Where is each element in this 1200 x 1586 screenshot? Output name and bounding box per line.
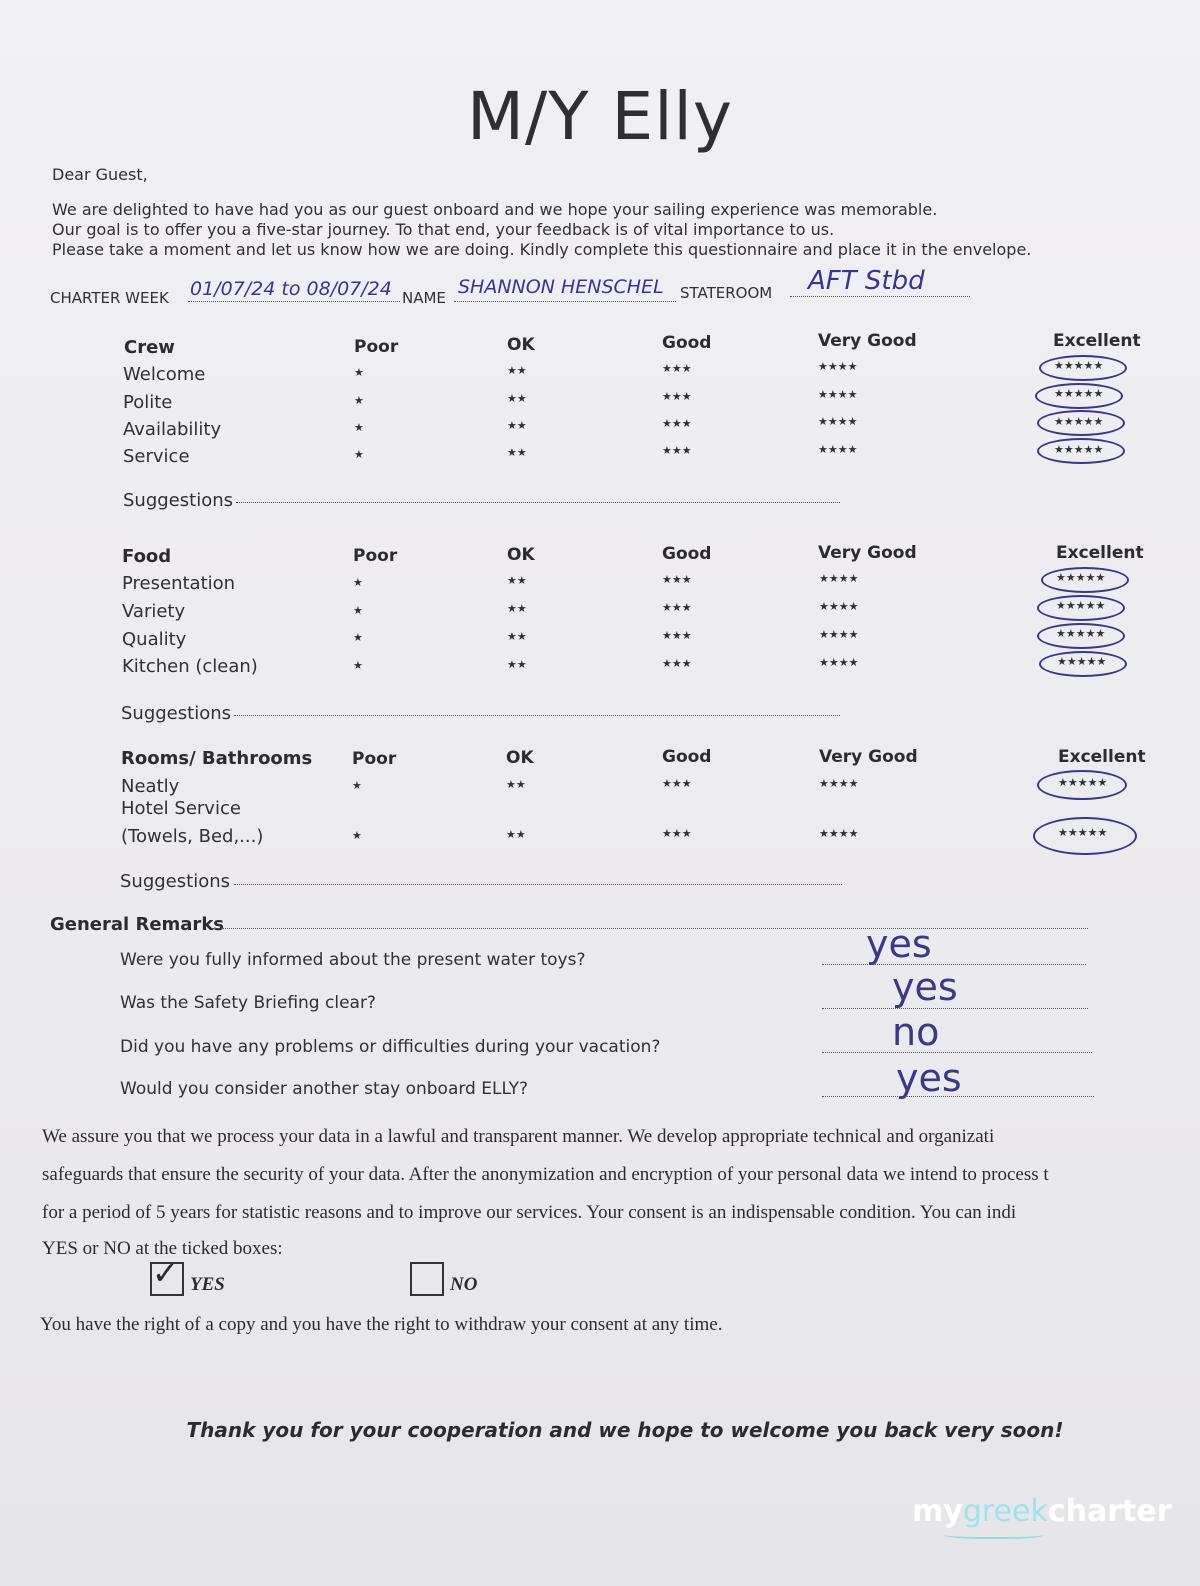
page-title: M/Y Elly <box>467 78 733 155</box>
food-presentation-excellent-circle <box>1041 567 1129 593</box>
food-presentation-good[interactable]: ★★★ <box>662 573 692 586</box>
crew-service-ok[interactable]: ★★ <box>507 446 527 459</box>
crew-polite-excellent-circle <box>1035 383 1123 409</box>
rooms-row-neatly: Neatly <box>121 776 180 797</box>
rooms-col-good: Good <box>662 747 712 767</box>
crew-welcome-poor[interactable]: ★ <box>354 366 364 379</box>
privacy-line-1: We assure you that we process your data in a lawful and transparent manner. We develop appropriate technical and organizati <box>42 1126 995 1147</box>
question-another-stay: Would you consider another stay onboard ELLY? <box>120 1079 529 1099</box>
food-quality-excellent-circle <box>1037 623 1125 649</box>
rooms-col-poor: Poor <box>352 749 397 769</box>
crew-suggestions-line[interactable] <box>236 502 840 503</box>
food-quality-poor[interactable]: ★ <box>353 631 363 644</box>
rooms-suggestions-label: Suggestions <box>120 871 230 892</box>
rooms-neatly-very-good[interactable]: ★★★★ <box>819 777 859 790</box>
rooms-row-towels-bed: (Towels, Bed,...) <box>121 826 264 847</box>
intro-line-2: Our goal is to offer you a five-star journey. To that end, your feedback is of vital importance to us. <box>52 220 835 239</box>
watermark-logo <box>912 1494 1172 1529</box>
thanks-text: Thank you for your cooperation and we hope to welcome you back very soon! <box>186 1418 1064 1442</box>
rooms-hotel-service-poor[interactable]: ★ <box>352 829 362 842</box>
crew-availability-excellent[interactable]: ★★★★★ <box>1054 415 1104 428</box>
rooms-neatly-good[interactable]: ★★★ <box>662 777 692 790</box>
crew-row-availability: Availability <box>123 419 222 440</box>
crew-welcome-very-good[interactable]: ★★★★ <box>818 360 858 373</box>
name-value[interactable]: SHANNON HENSCHEL <box>458 276 664 298</box>
crew-col-poor: Poor <box>354 337 399 357</box>
food-presentation-ok[interactable]: ★★ <box>507 574 527 587</box>
crew-availability-very-good[interactable]: ★★★★ <box>818 415 858 428</box>
rooms-suggestions-line[interactable] <box>234 884 842 885</box>
general-remarks-line[interactable] <box>212 928 1088 929</box>
answer-safety-briefing[interactable]: yes <box>892 965 958 1009</box>
food-variety-excellent-circle <box>1037 595 1125 621</box>
crew-availability-ok[interactable]: ★★ <box>507 419 527 432</box>
food-col-very-good: Very Good <box>818 543 917 563</box>
question-water-toys: Were you fully informed about the present water toys? <box>120 950 586 970</box>
crew-availability-excellent-circle <box>1037 410 1125 436</box>
food-presentation-very-good[interactable]: ★★★★ <box>819 572 859 585</box>
privacy-line-2: safeguards that ensure the security of your data. After the anonymization and encryption of your personal data we intend to process t <box>42 1164 1049 1185</box>
food-kitchen-ok[interactable]: ★★ <box>507 658 527 671</box>
intro-line-1: We are delighted to have had you as our guest onboard and we hope your sailing experience was memorable. <box>52 200 938 219</box>
privacy-line-3: for a period of 5 years for statistic reasons and to improve our services. Your consent is an indispensable condition. You can indi <box>42 1202 1017 1223</box>
answer-water-toys[interactable]: yes <box>866 922 932 966</box>
food-suggestions-line[interactable] <box>234 715 840 716</box>
food-quality-very-good[interactable]: ★★★★ <box>819 628 859 641</box>
rooms-hotel-service-excellent[interactable]: ★★★★★ <box>1058 826 1108 839</box>
food-kitchen-very-good[interactable]: ★★★★ <box>819 656 859 669</box>
stateroom-line <box>790 296 970 297</box>
crew-polite-good[interactable]: ★★★ <box>662 390 692 403</box>
rooms-neatly-excellent[interactable]: ★★★★★ <box>1058 776 1108 789</box>
crew-welcome-excellent-circle <box>1039 355 1127 381</box>
crew-service-excellent-circle <box>1037 438 1125 464</box>
question-safety-briefing: Was the Safety Briefing clear? <box>120 993 376 1013</box>
crew-row-service: Service <box>123 446 190 467</box>
food-col-excellent: Excellent <box>1056 543 1144 563</box>
food-variety-poor[interactable]: ★ <box>353 604 363 617</box>
crew-suggestions-label: Suggestions <box>123 490 233 511</box>
food-col-ok: OK <box>507 545 535 565</box>
crew-service-poor[interactable]: ★ <box>354 448 364 461</box>
food-presentation-poor[interactable]: ★ <box>353 576 363 589</box>
food-kitchen-good[interactable]: ★★★ <box>662 657 692 670</box>
name-label: NAME <box>402 289 446 307</box>
rooms-col-ok: OK <box>506 748 534 768</box>
rooms-hotel-service-excellent-circle <box>1033 817 1137 855</box>
rooms-row-hotel-service: Hotel Service <box>121 798 241 819</box>
crew-row-welcome: Welcome <box>123 364 206 385</box>
rooms-neatly-ok[interactable]: ★★ <box>506 778 526 791</box>
food-row-presentation: Presentation <box>122 573 236 594</box>
crew-polite-very-good[interactable]: ★★★★ <box>818 388 858 401</box>
crew-service-good[interactable]: ★★★ <box>662 444 692 457</box>
food-row-quality: Quality <box>122 629 187 650</box>
food-quality-ok[interactable]: ★★ <box>507 630 527 643</box>
consent-yes-checkbox[interactable] <box>150 1254 184 1296</box>
crew-availability-good[interactable]: ★★★ <box>662 417 692 430</box>
checkmark-icon: ✓ <box>152 1254 179 1292</box>
answer-problems[interactable]: no <box>892 1010 940 1054</box>
rooms-hotel-service-ok[interactable]: ★★ <box>506 828 526 841</box>
crew-service-excellent[interactable]: ★★★★★ <box>1054 443 1104 456</box>
crew-col-good: Good <box>662 333 712 353</box>
charter-week-value[interactable]: 01/07/24 to 08/07/24 <box>190 278 392 300</box>
charter-week-label: CHARTER WEEK <box>50 289 169 307</box>
food-col-good: Good <box>662 544 712 564</box>
food-quality-excellent[interactable]: ★★★★★ <box>1056 627 1106 640</box>
answer-another-stay[interactable]: yes <box>896 1056 962 1100</box>
rooms-neatly-poor[interactable]: ★ <box>352 779 362 792</box>
food-presentation-excellent[interactable]: ★★★★★ <box>1056 571 1106 584</box>
watermark-part-3: charter <box>1047 1494 1172 1529</box>
crew-availability-poor[interactable]: ★ <box>354 421 364 434</box>
crew-section-title: Crew <box>124 337 175 358</box>
watermark-wave-icon <box>944 1529 1044 1539</box>
privacy-line-4: YES or NO at the ticked boxes: <box>42 1238 283 1259</box>
food-row-variety: Variety <box>122 601 186 622</box>
crew-service-very-good[interactable]: ★★★★ <box>818 443 858 456</box>
crew-col-excellent: Excellent <box>1053 331 1141 351</box>
crew-welcome-excellent[interactable]: ★★★★★ <box>1054 359 1104 372</box>
rooms-neatly-excellent-circle <box>1037 770 1127 800</box>
consent-no-label: NO <box>450 1274 478 1295</box>
question-problems: Did you have any problems or difficulties during your vacation? <box>120 1037 661 1057</box>
food-variety-very-good[interactable]: ★★★★ <box>819 600 859 613</box>
crew-polite-ok[interactable]: ★★ <box>507 392 527 405</box>
food-row-kitchen: Kitchen (clean) <box>122 656 258 677</box>
charter-week-line <box>188 301 400 302</box>
watermark-part-1: my <box>912 1494 963 1529</box>
name-line <box>454 301 676 302</box>
crew-welcome-good[interactable]: ★★★ <box>662 362 692 375</box>
rooms-col-excellent: Excellent <box>1058 747 1146 767</box>
food-kitchen-excellent-circle <box>1039 651 1127 677</box>
stateroom-label: STATEROOM <box>680 284 773 302</box>
food-variety-excellent[interactable]: ★★★★★ <box>1056 599 1106 612</box>
food-col-poor: Poor <box>353 546 398 566</box>
general-remarks-label: General Remarks <box>50 914 224 935</box>
answer-line-problems <box>822 1052 1092 1053</box>
food-variety-good[interactable]: ★★★ <box>662 601 692 614</box>
rooms-hotel-service-good[interactable]: ★★★ <box>662 827 692 840</box>
crew-welcome-ok[interactable]: ★★ <box>507 364 527 377</box>
food-suggestions-label: Suggestions <box>121 703 231 724</box>
crew-col-ok: OK <box>507 335 535 355</box>
greeting: Dear Guest, <box>52 165 148 184</box>
food-kitchen-poor[interactable]: ★ <box>353 659 363 672</box>
watermark-part-2: greek <box>962 1494 1048 1529</box>
rooms-hotel-service-very-good[interactable]: ★★★★ <box>819 827 859 840</box>
rooms-section-title: Rooms/ Bathrooms <box>121 748 313 769</box>
food-variety-ok[interactable]: ★★ <box>507 602 527 615</box>
crew-polite-poor[interactable]: ★ <box>354 394 364 407</box>
crew-polite-excellent[interactable]: ★★★★★ <box>1054 387 1104 400</box>
intro-line-3: Please take a moment and let us know how we are doing. Kindly complete this questionnaire and place it in the envelope. <box>52 240 1032 259</box>
stateroom-value[interactable]: AFT Stbd <box>808 266 925 296</box>
rooms-col-very-good: Very Good <box>819 747 918 767</box>
crew-row-polite: Polite <box>123 392 173 413</box>
crew-col-very-good: Very Good <box>818 331 917 351</box>
consent-no-checkbox[interactable] <box>410 1262 444 1296</box>
consent-yes-label: YES <box>190 1274 225 1295</box>
rights-text: You have the right of a copy and you have the right to withdraw your consent at any time. <box>40 1314 723 1335</box>
food-section-title: Food <box>122 546 172 567</box>
food-quality-good[interactable]: ★★★ <box>662 629 692 642</box>
food-kitchen-excellent[interactable]: ★★★★★ <box>1057 655 1107 668</box>
